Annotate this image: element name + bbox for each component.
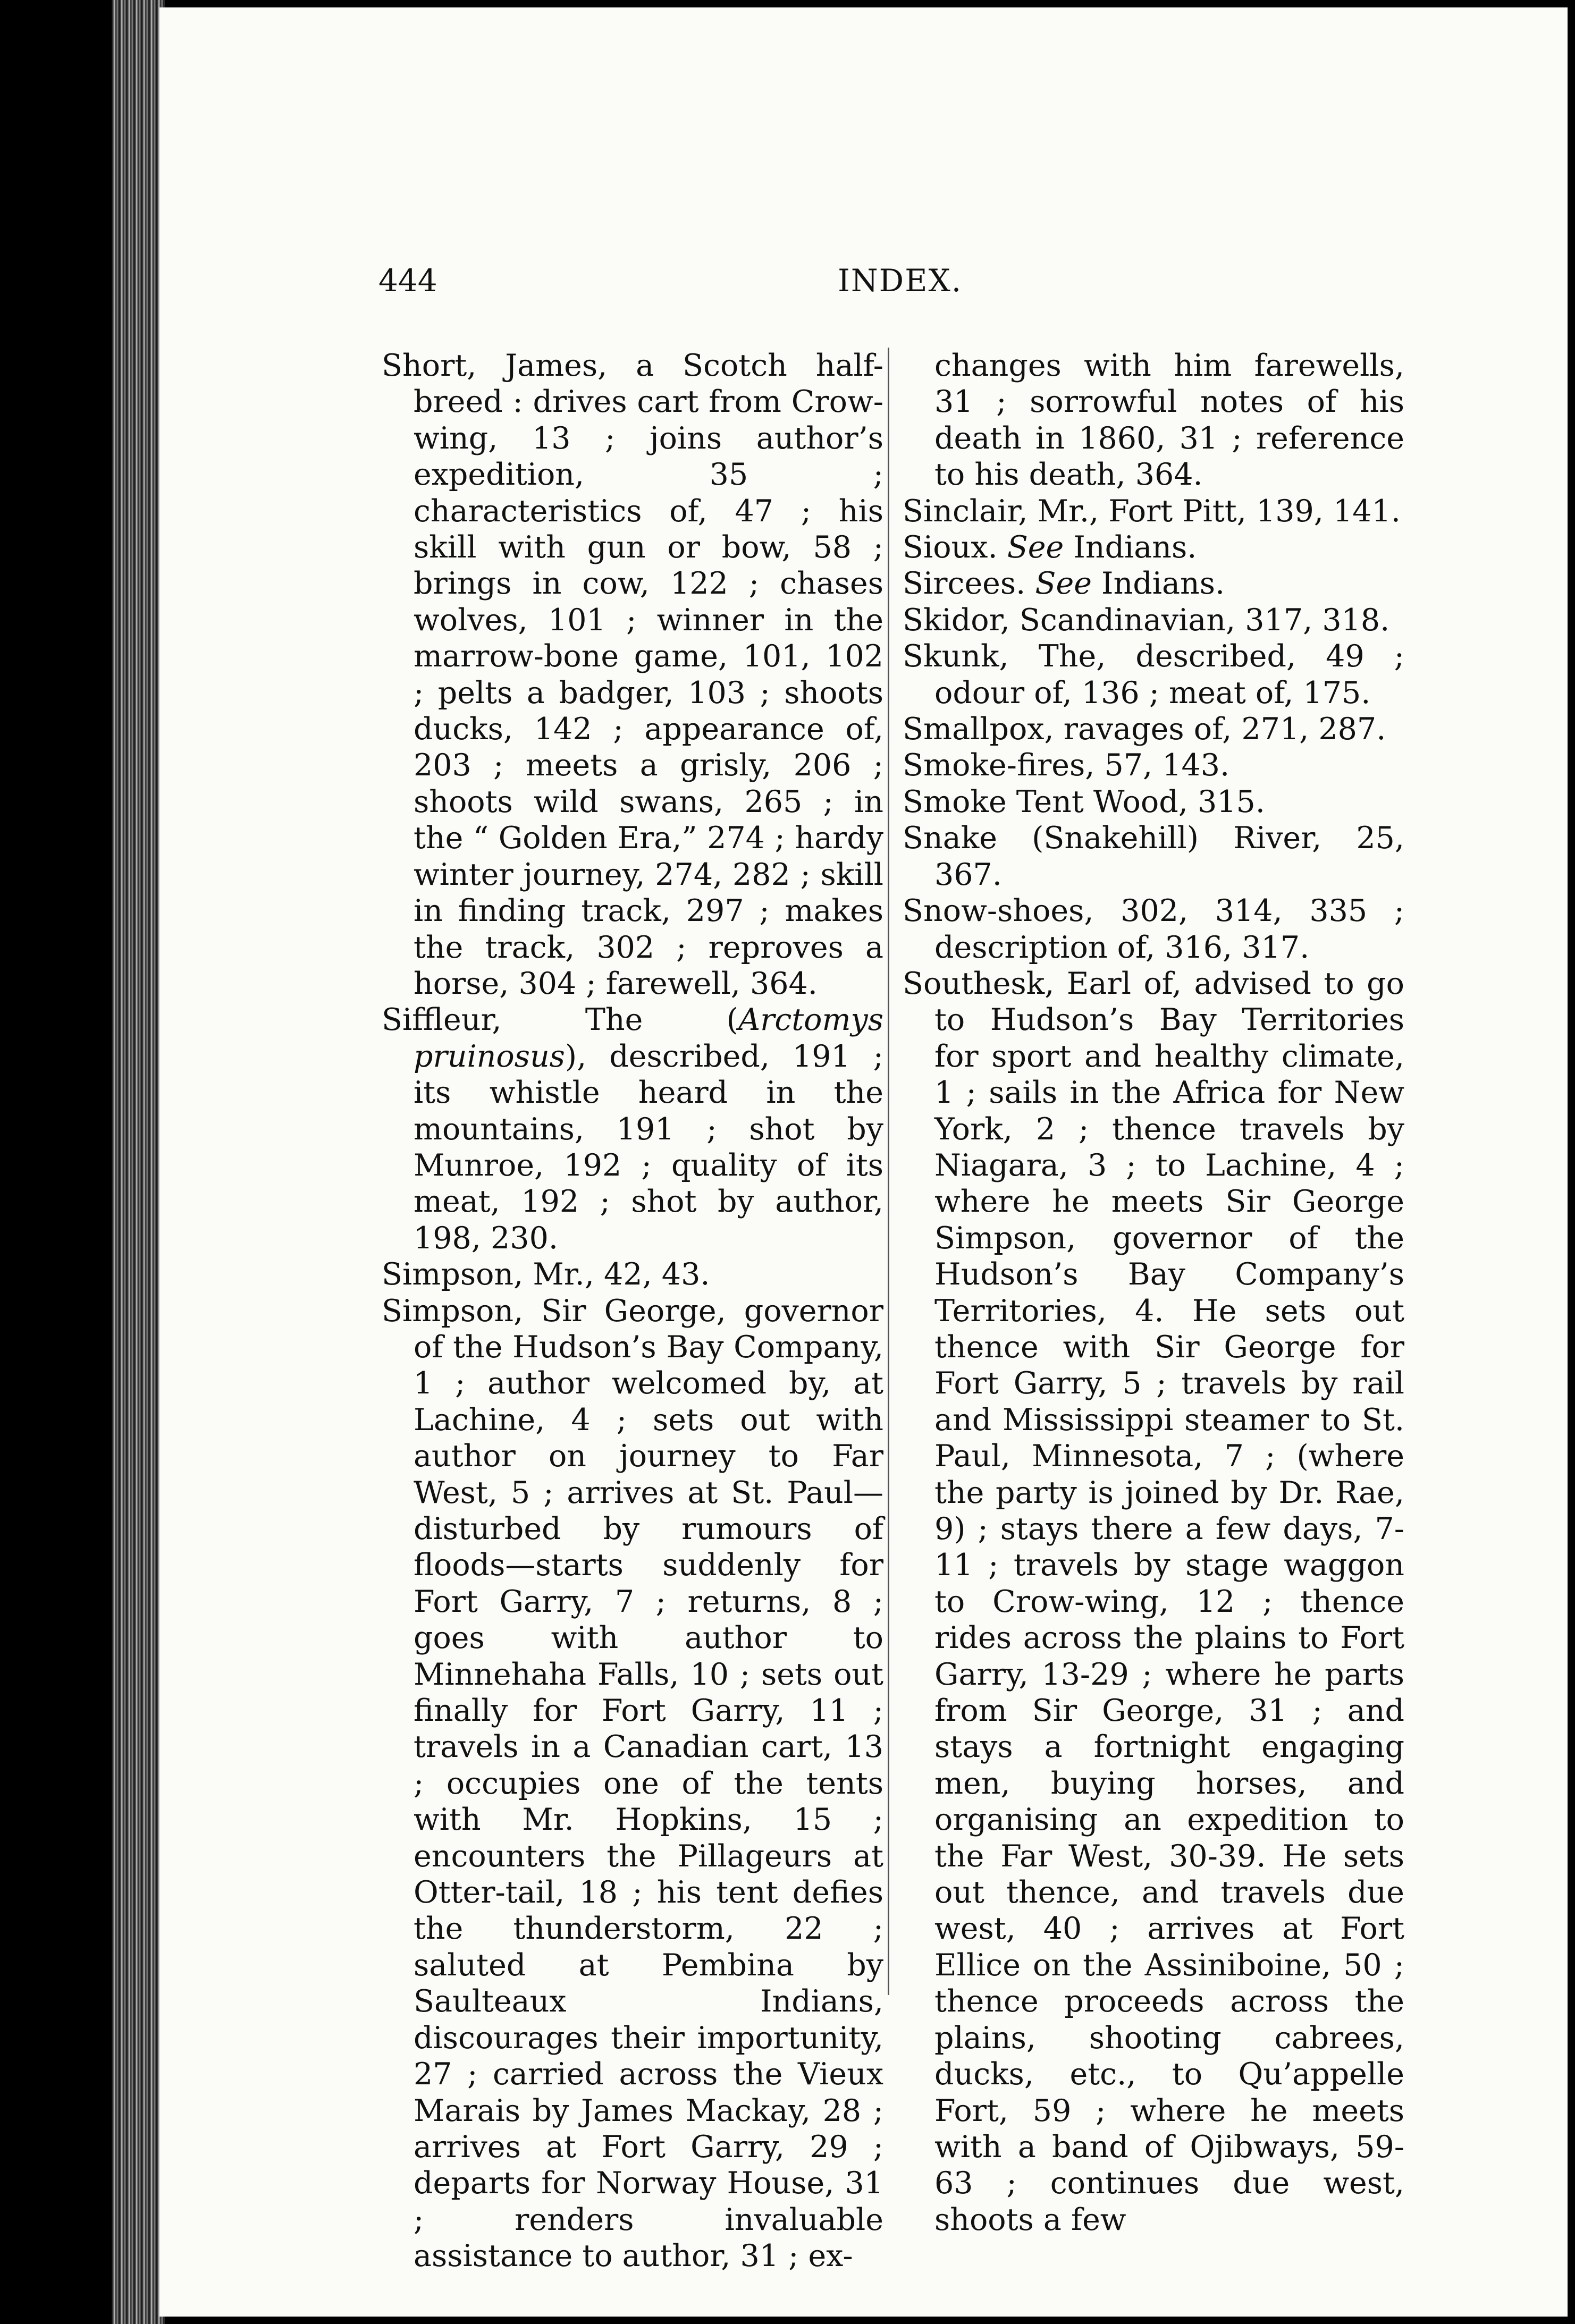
index-entry — [903, 602, 1404, 638]
entry-text: advised to go to Hudson’s Bay Territories for sport and healthy climate, 1 ; sails in the Africa for New York, 2 ; thence travels by Niagara, 3 ; to Lachine, 4 ; where he meets Sir George Simpson, governor of the Hudson’s Bay Company’s Territories, 4. He sets out thence with Sir George for Fort Garry, 5 ; travels by rail and Mississippi steamer to St. Paul, Minnesota, 7 ; (where the party is joined by Dr. Rae, 9) ; stays there a few days, 7-11 ; travels by stage waggon to Crow-wing, 12 ; thence rides across the plains to Fort Garry, 13-29 ; where he parts from Sir George, 31 ; and stays a fortnight engaging men, buying horses, and organising an expedition to the Far West, 30-39. He sets out thence, and travels due west, 40 ; arrives at Fort Ellice on the Assiniboine, 50 ; thence proceeds across the plains, shooting cabrees, ducks, etc., to Qu’appelle Fort, 59 ; where he meets with a band of Ojibways, 59-63 ; continues due west, shoots a few — [934, 966, 1404, 2237]
book-spine-shadow — [112, 0, 165, 2324]
entry-text: changes with him farewells, 31 ; sorrowful notes of his death in 1860, 31 ; reference to his death, 364. — [934, 348, 1404, 493]
entry-head: Snake (Snakehill) River, — [903, 821, 1322, 856]
entry-text: a Scotch half-breed : drives cart from Crow-wing, 13 ; joins author’s expedition, 35 ; characteristics of, 47 ; his skill with gun or bow, 58 ; brings in cow, 122 ; chases wolves, 101 ; winner in the marrow-bone game, 101, 102 ; pelts a badger, 103 ; shoots ducks, 142 ; appearance of, 203 ; meets a grisly, 206 ; shoots wild swans, 265 ; in the “ Golden Era,” 274 ; hardy winter journey, 274, 282 ; skill in finding track, 297 ; makes the track, 302 ; reproves a horse, 304 ; farewell, 364. — [414, 348, 883, 1001]
entry-text: Scandinavian, 317, 318. — [1009, 602, 1390, 638]
entry-head: Simpson, Mr., — [382, 1257, 594, 1292]
index-entry — [903, 493, 1404, 529]
entry-head: Sircees. — [903, 566, 1026, 602]
index-entry — [382, 348, 883, 1002]
index-entry — [382, 1002, 883, 1256]
entry-text: Indians. — [1064, 530, 1197, 565]
entry-italic: Arctomys pruinosus — [414, 1002, 883, 1074]
entry-head: Smoke Tent Wood, — [903, 784, 1188, 819]
running-head — [159, 263, 1568, 326]
entry-text: governor of the Hudson’s Bay Company, 1 ; author welcomed by, at Lachine, 4 ; sets out with author on journey to Far West, 5 ; arrives at St. Paul—disturbed by rumours of floods—starts suddenly for Fort Garry, 7 ; returns, 8 ; goes with author to Minnehaha Falls, 10 ; sets out finally for Fort Garry, 11 ; travels in a Canadian cart, 13 ; occupies one of the tents with Mr. Hopkins, 15 ; encounters the Pillageurs at Otter-tail, 18 ; his tent defies the thunderstorm, 22 ; saluted at Pembina by Saulteaux Indians, discourages their importunity, 27 ; carried across the Vieux Marais by James Mackay, 28 ; arrives at Fort Garry, 29 ; departs for Norway House, 31 ; renders invaluable assistance to author, 31 ; ex- — [414, 1293, 883, 2274]
index-entry — [382, 1293, 883, 2275]
book-page — [159, 7, 1568, 2317]
entry-head: Sinclair, Mr., — [903, 493, 1099, 529]
entry-head: Short, James, — [382, 348, 608, 383]
page-number: 444 — [378, 263, 437, 299]
entry-text: described, 49 ; odour of, 136 ; meat of, 175. — [934, 639, 1404, 711]
index-entry — [903, 529, 1404, 565]
entry-text: Indians. — [1091, 566, 1225, 602]
index-entry — [903, 893, 1404, 966]
index-entry — [903, 820, 1404, 893]
entry-head: Smallpox, — [903, 712, 1054, 747]
entry-head: Skunk, The, — [903, 639, 1106, 674]
entry-text: 315. — [1187, 784, 1265, 819]
entry-text: ), described, 191 ; its whistle heard in the mountains, 191 ; shot by Munroe, 192 ; quality of its meat, 192 ; shot by author, 198, 230. — [414, 1038, 883, 1256]
index-entry — [903, 784, 1404, 820]
entry-head: Snow-shoes, — [903, 893, 1094, 929]
index-entry — [382, 1256, 883, 1292]
index-entry — [903, 711, 1404, 747]
entry-see: See — [1007, 530, 1064, 565]
index-entry-continuation — [903, 348, 1404, 493]
index-entry — [903, 966, 1404, 2238]
column-divider — [888, 348, 889, 1995]
entry-text: Fort Pitt, 139, 141. — [1099, 493, 1401, 529]
entry-head: Sioux. — [903, 530, 998, 565]
entry-head: Southesk, Earl of, — [903, 966, 1182, 1001]
entry-see: See — [1035, 566, 1092, 602]
index-entry — [903, 638, 1404, 711]
entry-text: 302, 314, 335 ; description of, 316, 317. — [934, 893, 1404, 965]
entry-text: 25, 367. — [934, 821, 1404, 892]
index-entry — [903, 747, 1404, 783]
index-column-right — [903, 348, 1404, 2238]
entry-head: Siffleur, The ( — [382, 1002, 738, 1038]
entry-text: 57, 143. — [1094, 748, 1230, 783]
entry-head: Smoke-fires, — [903, 748, 1095, 783]
running-head-title: INDEX. — [838, 263, 963, 299]
entry-text: ravages of, 271, 287. — [1054, 712, 1386, 747]
entry-text: 42, 43. — [594, 1257, 710, 1292]
index-entry — [903, 565, 1404, 602]
entry-head: Skidor, — [903, 602, 1010, 638]
index-column-left — [382, 348, 883, 2275]
entry-head: Simpson, Sir George, — [382, 1293, 726, 1329]
